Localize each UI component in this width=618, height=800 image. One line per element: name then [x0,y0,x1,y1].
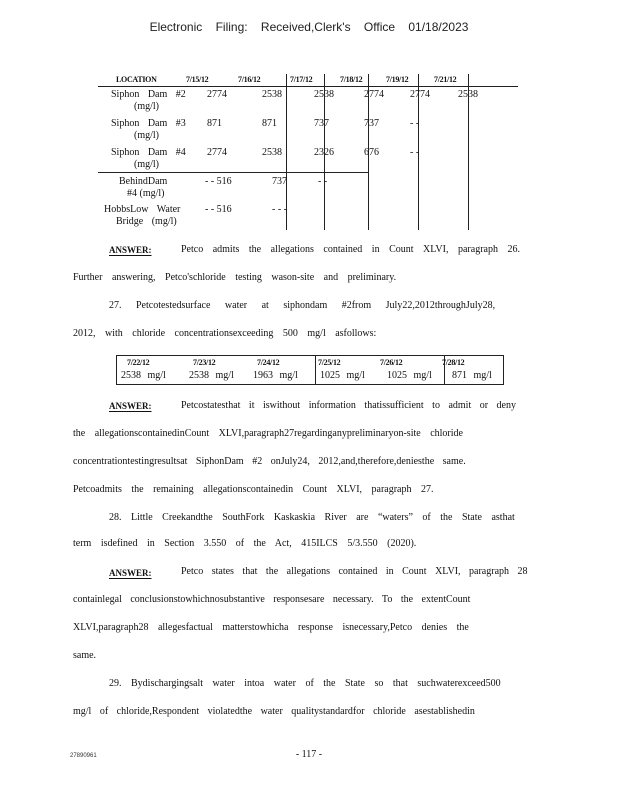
para-29-line-1: 29. Bydischargingsalt water intoa water of the State so that suchwaterexceed500 [109,678,501,689]
table1-row-label: HobbsLow Water [104,204,181,215]
table1-row-label: Siphon Dam #3 [111,118,186,129]
answer-27-line-2: the allegationscontainedinCount XLVI,paragraph27regardinganypreliminaryon-site chloride [73,428,463,439]
table1-row-label: BehindDam [119,176,168,187]
table1-row-unit: (mg/l) [134,101,159,112]
table1-cell: - - [410,118,420,129]
answer-27-line-4: Petcoadmits the remaining allegationscontainedin Count XLVI, paragraph 27. [73,484,434,495]
answer-27-line-3: concentrationtestingresultsat SiphonDam #2 onJuly24, 2012,and,therefore,deniesthe same. [73,456,466,467]
table1-cell: 2774 [207,89,227,100]
table2-header-date: 7/22/12 [127,358,150,367]
table1-header-date: 7/18/12 [340,75,363,84]
table1-row-unit: (mg/l) [134,130,159,141]
document-id: 27890961 [70,753,97,759]
table1-cell: 2538 [314,89,334,100]
answer-28-line-1: Petco states that the allegations contained in Count XLVI, paragraph 28 [181,566,528,577]
table1-header-date: 7/16/12 [238,75,261,84]
answer-28-line-2: containlegal conclusionstowhichnosubstantive responsesare necessary. To the extentCount [73,594,471,605]
table1-row-unit: Bridge (mg/l) [116,216,177,227]
para-27-line-1: 27. Petcotestedsurface water at siphondam #2from July22,2012throughJuly28, [109,300,496,311]
table1-header-date: 7/19/12 [386,75,409,84]
table1-header-date: 7/21/12 [434,75,457,84]
table1-cell: 2774 [364,89,384,100]
para-28-line-1: 28. Little Creekandthe SouthFork Kaskaskia River are “waters” of the State asthat [109,512,515,523]
table1-cell: - - 516 [205,176,232,187]
table1-cell: 737 [314,118,329,129]
answer-28-line-3: XLVI,paragraph28 allegesfactual matterstowhicha response isnecessary,Petco denies the [73,622,469,633]
answer-27-line-1: Petcostatesthat it iswithout information thatissufficient to admit or deny [181,400,516,411]
table1-cell: 871 [262,118,277,129]
table2-header-date: 7/28/12 [442,358,465,367]
para-28-line-2: term isdefined in Section 3.550 of the Act, 415ILCS 5/3.550 (2020). [73,538,417,549]
filing-header: Electronic Filing: Received,Clerk's Office 01/18/2023 [149,20,469,34]
answer-28-line-4: same. [73,650,97,661]
page-number: - 117 - [295,749,323,760]
table2-header-date: 7/26/12 [380,358,403,367]
table1-cell: 737 [272,176,287,187]
para-29-line-2: mg/l of chloride,Respondent violatedthe water qualitystandardfor chloride asestablishedin [73,706,475,717]
table1-cell: 2538 [262,147,282,158]
table1-cell: 2538 [458,89,478,100]
table1-cell: - - - [272,204,287,215]
table1-header-date: 7/17/12 [290,75,313,84]
table1-header-date: 7/15/12 [186,75,209,84]
table1-row-unit: #4 (mg/l) [127,188,165,199]
table1-cell: 737 [364,118,379,129]
table2-cell: 2538 mg/l [189,370,234,381]
table1-row-label: Siphon Dam #2 [111,89,186,100]
para-27-line-2: 2012, with chloride concentrationsexceeding 500 mg/l asfollows: [73,328,377,339]
table2-cell: 1025 mg/l [320,370,365,381]
table2-cell: 871 mg/l [452,370,492,381]
table1-row-unit: (mg/l) [134,159,159,170]
table2-cell: 2538 mg/l [121,370,166,381]
table1-cell: - - 516 [205,204,232,215]
table1-row-label: Siphon Dam #4 [111,147,186,158]
table1-cell: 2774 [207,147,227,158]
answer-26-line-1: Petco admits the allegations contained in Count XLVI, paragraph 26. [181,244,520,255]
table1-cell: - - [318,176,328,187]
table1-cell: 2538 [262,89,282,100]
table2-header-date: 7/25/12 [318,358,341,367]
answer-label: ANSWER: [109,401,152,411]
answer-label: ANSWER: [109,245,152,255]
table2-cell: 1963 mg/l [253,370,298,381]
table1-cell: 871 [207,118,222,129]
table1-cell: - - [410,147,420,158]
table2-header-date: 7/24/12 [257,358,280,367]
answer-label: ANSWER: [109,568,152,578]
table1-cell: 2326 [314,147,334,158]
table2-header-date: 7/23/12 [193,358,216,367]
table1-header-location: LOCATION [116,75,157,84]
table1-cell: 676 [364,147,379,158]
table2-cell: 1025 mg/l [387,370,432,381]
table1-cell: 2774 [410,89,430,100]
answer-26-line-2: Further answering, Petco'schloride testing wason-site and preliminary. [73,272,397,283]
